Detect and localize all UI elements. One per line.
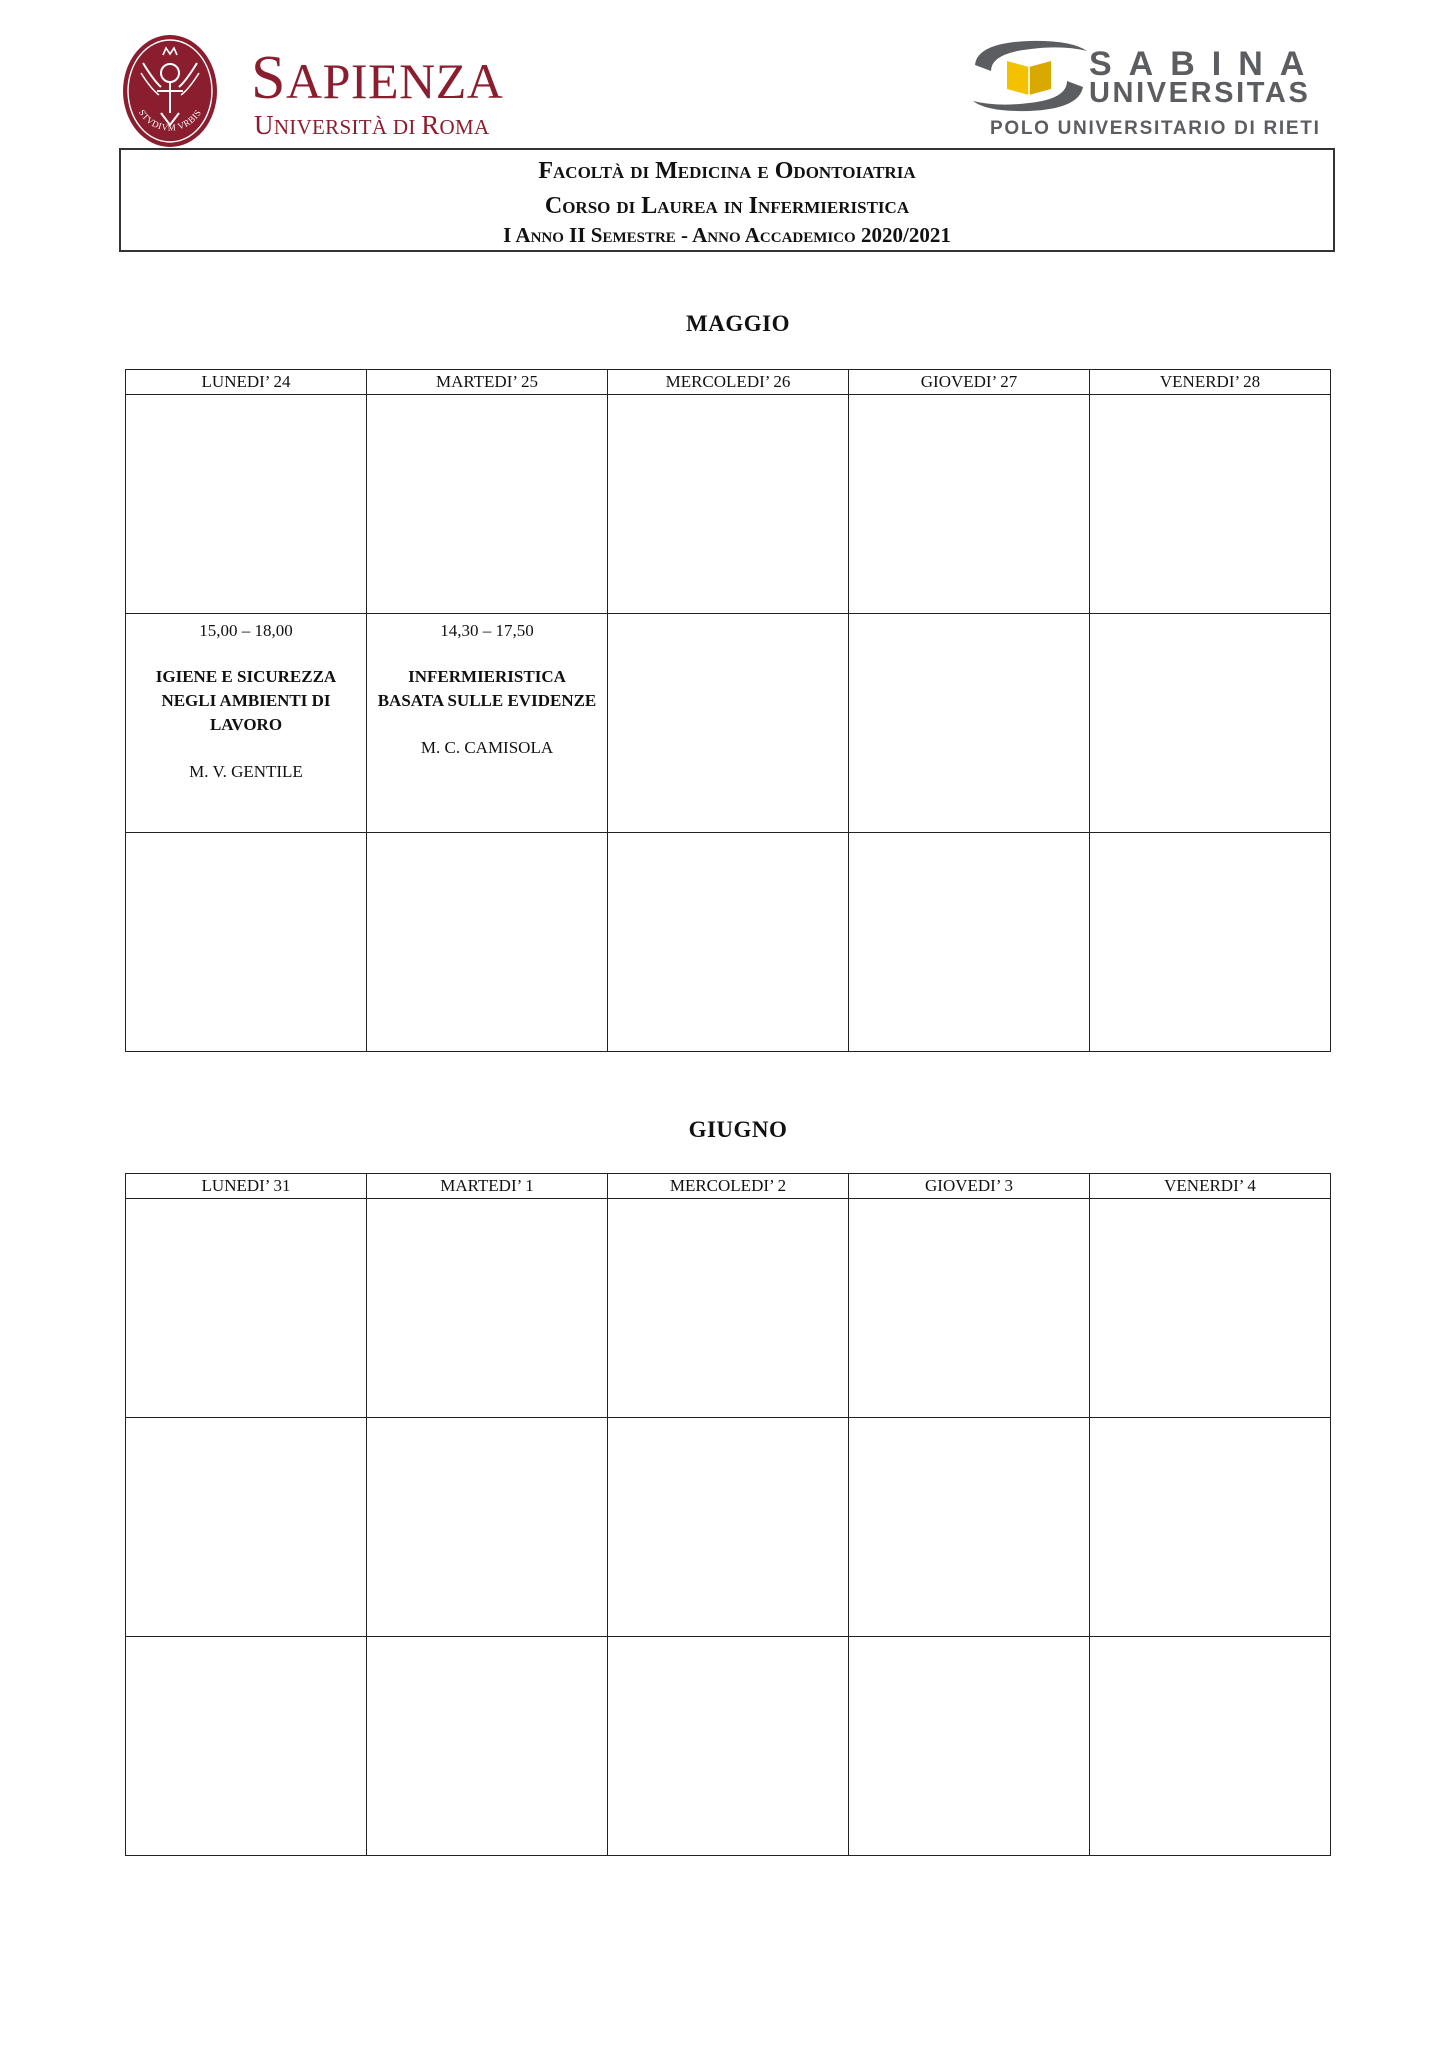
schedule-table-may — [125, 369, 1331, 1052]
course-title: Corso di Laurea in Infermieristica — [544, 193, 910, 219]
day-header: VENERDI’ 28 — [1090, 370, 1331, 395]
faculty-title: Facoltà di Medicina e Odontoiatria — [538, 158, 916, 184]
lesson-teacher: M. V. GENTILE — [189, 762, 303, 781]
time-slot-row — [126, 614, 1331, 833]
schedule-cell — [849, 395, 1090, 614]
lesson-cell — [367, 614, 608, 833]
day-header: LUNEDI’ 31 — [126, 1174, 367, 1199]
schedule-cell — [1090, 614, 1331, 833]
schedule-cell — [1090, 395, 1331, 614]
schedule-cell — [849, 1418, 1090, 1637]
schedule-table-june — [125, 1173, 1331, 1856]
day-header: MERCOLEDI’ 2 — [608, 1174, 849, 1199]
schedule-cell — [126, 1199, 367, 1418]
schedule-cell — [1090, 1637, 1331, 1856]
sabina-book-icon — [967, 35, 1091, 115]
day-header: VENERDI’ 4 — [1090, 1174, 1331, 1199]
schedule-cell — [126, 395, 367, 614]
lesson-cell — [126, 614, 367, 833]
schedule-cell — [608, 833, 849, 1052]
day-header: MARTEDI’ 25 — [367, 370, 608, 395]
time-slot-row — [126, 395, 1331, 614]
schedule-cell — [849, 1199, 1090, 1418]
sapienza-subtitle: UNIVERSITÀ DI ROMA — [254, 110, 490, 140]
time-slot-row — [126, 833, 1331, 1052]
schedule-cell — [367, 1418, 608, 1637]
sapienza-seal-icon — [121, 33, 219, 149]
schedule-cell — [849, 1637, 1090, 1856]
lesson-teacher: M. C. CAMISOLA — [420, 738, 554, 757]
schedule-cell — [367, 833, 608, 1052]
schedule-cell — [849, 614, 1090, 833]
sabina-subtitle: POLO UNIVERSITARIO DI RIETI — [990, 118, 1321, 139]
month-title-may: MAGGIO — [686, 311, 790, 336]
schedule-cell — [126, 833, 367, 1052]
schedule-cell — [1090, 833, 1331, 1052]
day-header-row — [126, 1174, 1331, 1199]
sabina-wordmark: SABINA — [1089, 45, 1322, 83]
lesson-subject: INFERMIERISTICA BASATA SULLE EVIDENZE — [377, 667, 597, 710]
lesson-time: 15,00 – 18,00 — [199, 621, 293, 640]
schedule-cell — [1090, 1199, 1331, 1418]
schedule-cell — [849, 833, 1090, 1052]
svg-text:STVDIVM VRBIS: STVDIVM VRBIS — [136, 107, 204, 133]
time-slot-row — [126, 1199, 1331, 1418]
lesson-time: 14,30 – 17,50 — [440, 621, 534, 640]
sabina-logo — [967, 35, 1343, 143]
schedule-cell — [608, 1418, 849, 1637]
schedule-cell — [608, 395, 849, 614]
time-slot-row — [126, 1418, 1331, 1637]
schedule-cell — [126, 1418, 367, 1637]
day-header: MERCOLEDI’ 26 — [608, 370, 849, 395]
time-slot-row — [126, 1637, 1331, 1856]
course-header-box — [119, 148, 1335, 252]
schedule-cell — [1090, 1418, 1331, 1637]
year-semester-title: I Anno II Semestre - Anno Accademico 2020/2021 — [503, 223, 951, 247]
schedule-cell — [367, 1637, 608, 1856]
schedule-cell — [367, 395, 608, 614]
schedule-cell — [126, 1637, 367, 1856]
schedule-cell — [608, 614, 849, 833]
day-header: GIOVEDI’ 3 — [849, 1174, 1090, 1199]
day-header: MARTEDI’ 1 — [367, 1174, 608, 1199]
lesson-subject: IGIENE E SICUREZZA NEGLI AMBIENTI DI LAVORO — [155, 667, 337, 734]
day-header: GIOVEDI’ 27 — [849, 370, 1090, 395]
month-title-june: GIUGNO — [688, 1117, 788, 1142]
day-header-row — [126, 370, 1331, 395]
schedule-cell — [608, 1199, 849, 1418]
day-header: LUNEDI’ 24 — [126, 370, 367, 395]
schedule-cell — [367, 1199, 608, 1418]
sapienza-logo — [121, 33, 521, 151]
sapienza-wordmark: SAPIENZA — [251, 44, 504, 112]
universitas-wordmark: UNIVERSITAS — [1089, 77, 1311, 109]
schedule-cell — [608, 1637, 849, 1856]
